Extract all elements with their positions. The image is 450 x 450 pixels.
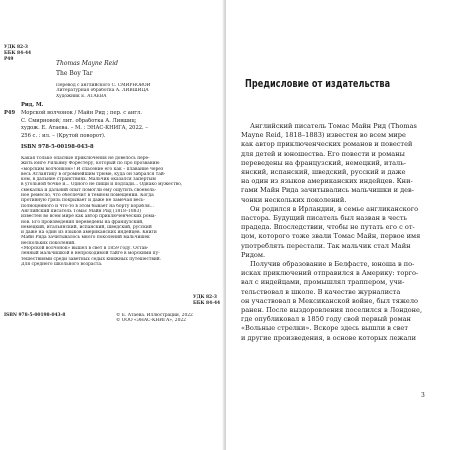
- credits-block: [56, 83, 150, 99]
- body-line: Ридом.: [241, 250, 266, 259]
- body-line: янский, испанский, шведский, русский и даже: [241, 168, 406, 177]
- body-line: цом, которого тоже звали Томас Майн, первое имя: [241, 232, 421, 241]
- body-line: прадеда. Впоследствии, чтобы не путать его с от-: [241, 223, 415, 232]
- body-line: исках приключений отправился в Америку: торго-: [241, 269, 419, 278]
- abstract-line: и даже на один из языков американских индейцев. Книги: [21, 230, 157, 236]
- body-line: Mayne Reid, 1818–1883) известен во всем мире: [241, 131, 406, 140]
- abstract-line: ком, в дальние странствиях. Мальчик оказался запертым: [21, 177, 156, 183]
- abstract-line: тешествиями среди заветных седых книжных путешествий.: [21, 256, 162, 262]
- abstract-line: Английский писатель Томас Майн Рид (1818–1883): [21, 208, 141, 214]
- credit-translator: Перевод с английского С. СМИРНОВОЙ: [56, 83, 151, 88]
- isbn-top: ISBN 978-5-00198-043-8: [21, 144, 94, 150]
- foreword-heading: Предисловие от издательства: [245, 77, 391, 90]
- body-line: для детей и юношества. Его повести и романы: [241, 149, 405, 158]
- abstract-line: «морским волчонком»! И спасение его как – плавание через: [21, 166, 164, 172]
- copyright-block: [116, 313, 193, 324]
- abstract-line: смекалка и дальний опыт помогли ему ощутить своеволь-: [21, 187, 157, 193]
- body-line: вал с индейцами, промышлял траппером, учи-: [241, 278, 405, 287]
- body-line: Он родился в Ирландии, в семье англиканского: [250, 204, 419, 213]
- abstract-line: жить юнге Уильяму Форестеру, который по про прозванию: [21, 161, 160, 167]
- copyright-line: © ООО «ЭНАС-КНИГА», 2022: [116, 318, 186, 324]
- author-original: Thomas Mayne Reid: [56, 60, 118, 67]
- body-line: ранен. После выздоровления поселился в Лондоне,: [241, 306, 423, 315]
- left-page-imprint: [0, 0, 224, 450]
- abstract-line: ленный мальчишкой в непроходимой тайге в морскими пу-: [21, 251, 160, 257]
- body-line: на один из языков американских индейцев. Кни-: [241, 177, 413, 186]
- bbk-bottom: ББК 84-44: [193, 301, 221, 306]
- abstract-line: нов. Его произведения переведены на французский,: [21, 219, 144, 225]
- body-line: Английский писатель Томас Майн Рид (Thomas: [250, 122, 417, 130]
- abstract-line: Какая только опасные приключения не довелось пере-: [21, 156, 150, 161]
- catalog-entry-head: Рид, М.: [21, 102, 44, 108]
- page-number: 3: [421, 392, 425, 399]
- abstract-line: «Морской волчонок» вышел в свет в 1859 году. Остав-: [21, 246, 149, 252]
- body-line: употреблять перестали. Так мальчик стал Майн: [241, 241, 411, 250]
- abstract-line: в угольной бочке и... Одного не пищи и подлади... Однако мужество,: [21, 182, 183, 188]
- body-line: пастора. Будущий писатель был назван в честь: [241, 214, 408, 223]
- isbn-bottom: ISBN 978-5-00198-043-8: [4, 313, 66, 318]
- body-line: тельствовал в школе. В качестве журналиста: [241, 287, 401, 296]
- body-line: чонки нескольких поколений.: [241, 195, 347, 204]
- r49-label: Р49: [4, 57, 14, 62]
- right-page-foreword: [226, 0, 450, 450]
- credit-editor: Литературная обработка А. ЛИВШИЦА: [56, 88, 149, 94]
- abstract-line: ное ремесло, что обеспечит в тёмном помещении. Когда: [21, 193, 154, 199]
- abstract-line: нескольких поколений.: [21, 240, 76, 246]
- catalog-line: Морской волчонок / Майн Рид ; пер. с англ.: [21, 110, 142, 116]
- body-line: и другие произведения, в основе которых лежали: [241, 333, 417, 342]
- udk-bottom: УДК 82-3: [193, 295, 217, 300]
- abstract-line: полноценного и что-то в этом бывает на борту корабля...: [21, 203, 154, 209]
- body-line: как автор приключенческих романов и повестей: [241, 140, 413, 149]
- catalog-line: С. Смирновой; лит. обработка А. Лившиц;: [21, 117, 137, 124]
- catalog-line: худож. Е. Атаева. – М. : ЭНАС-КНИГА, 2022. –: [21, 125, 148, 132]
- abstract-line: Майн Рида зачитывалось много поколений мальчишек: [21, 235, 150, 241]
- body-line: он участвовал в Мексиканской войне, был тяжело: [241, 296, 418, 305]
- title-original: The Boy Tar: [56, 70, 93, 77]
- body-line: «Вольные стрелки». Вскоре здесь вышли в свет: [241, 324, 408, 333]
- bbk-label: ББК 84-44: [4, 51, 32, 56]
- abstract-line: Для среднего школьного возраста.: [21, 261, 103, 267]
- foreword-body: [241, 122, 441, 343]
- copyright-line: © Е. Атаева. Иллюстрации, 2022: [116, 313, 193, 318]
- catalog-line: 256 с. : ил. – (Крутой поворот).: [21, 133, 106, 140]
- catalog-entry-code: Р49: [4, 110, 16, 116]
- abstract-line: немецкий, итальянский, испанский, шведский, русский: [21, 224, 152, 230]
- credit-illustrator: Художник Е. АТАЕВА: [56, 93, 107, 99]
- udk-label: УДК 82-3: [4, 45, 28, 50]
- catalog-entry: [21, 110, 223, 141]
- abstract-line: противную грязь покрывает и даже не замечая весь-: [21, 198, 145, 204]
- body-line: где опубликовал в 1850 году свой первый роман: [241, 315, 411, 324]
- body-line: Получив образование в Белфасте, юноша в по-: [250, 260, 415, 269]
- abstract-block: [21, 156, 217, 267]
- abstract-line: весь Атлантику в огромнейшим трюме, куда он забрался тай-: [21, 171, 166, 177]
- body-line: гами Майн Рида зачитывались мальчишки и дев-: [241, 186, 415, 195]
- body-line: переведены на французский, немецкий, италь-: [241, 158, 407, 167]
- abstract-line: известен во всём мире как автор приключенческих рома-: [21, 214, 156, 220]
